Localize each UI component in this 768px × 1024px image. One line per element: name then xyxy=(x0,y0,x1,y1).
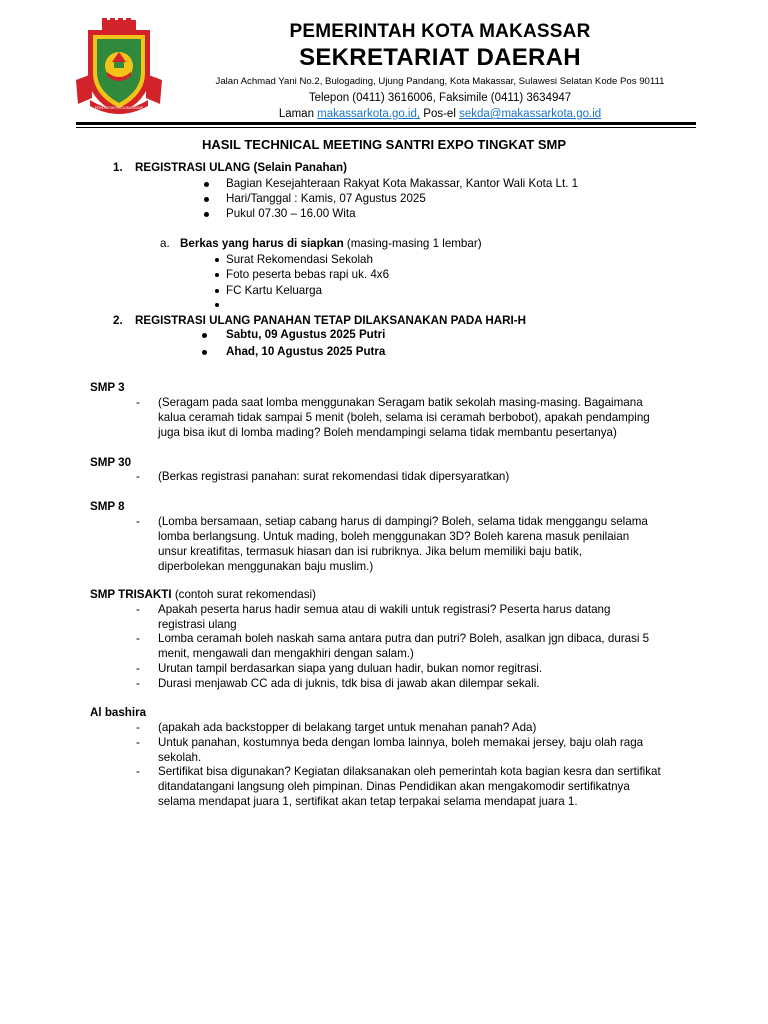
government-name: PEMERINTAH KOTA MAKASSAR xyxy=(289,21,591,42)
trisakti-item-line: Apakah peserta harus hadir semua atau di wakili untuk registrasi? Peserta harus datang xyxy=(158,603,611,616)
albashira-item-line: (apakah ada backstopper di belakang target untuk menahan panah? Ada) xyxy=(158,721,537,734)
bullet-icon xyxy=(215,303,219,307)
dash-marker: - xyxy=(136,677,140,690)
trisakti-item-line: Urutan tampil berdasarkan siapa yang duluan hadir, bukan nomor regitrasi. xyxy=(158,662,543,675)
letterhead-rule-thin xyxy=(76,127,696,128)
smp3-line: kalua ceramah tidak sampai 5 menit (boleh, selama isi ceramah berbobot), apakah pendamping xyxy=(158,411,650,424)
trisakti-note: (contoh surat rekomendasi) xyxy=(171,588,316,601)
albashira-item-line: sekolah. xyxy=(158,751,202,764)
bullet-icon xyxy=(204,212,209,217)
smp3-label: SMP 3 xyxy=(90,381,125,394)
section2-bullet: Ahad, 10 Agustus 2025 Putra xyxy=(226,345,386,358)
dash-marker: - xyxy=(136,632,140,645)
office-web-mail xyxy=(180,106,700,122)
sub-bullet: Foto peserta bebas rapi uk. 4x6 xyxy=(226,268,390,281)
trisakti-label xyxy=(90,587,316,602)
bullet-icon xyxy=(204,182,209,187)
section2-heading: REGISTRASI ULANG PANAHAN TETAP DILAKSANAKAN PADA HARI-H xyxy=(135,314,526,327)
smp8-line: lomba berlangsung. Untuk mading, boleh menggunakan 3D? Boleh karena masuk penilaian xyxy=(158,530,630,543)
smp3-line: (Seragam pada saat lomba menggunakan Seragam batik sekolah masing-masing. Bagaimana xyxy=(158,396,643,409)
section2-number: 2. xyxy=(113,314,123,327)
smp8-line: (Lomba bersamaan, setiap cabang harus di dampingi? Boleh, selama tidak menggangu selama xyxy=(158,515,648,528)
letterhead-rule-thick xyxy=(76,122,696,125)
trisakti-item-line: registrasi ulang xyxy=(158,618,237,631)
svg-text:PEMERINTAH KOTA MAKASSAR: PEMERINTAH KOTA MAKASSAR xyxy=(94,106,144,110)
sub-bullet: FC Kartu Keluarga xyxy=(226,284,323,297)
dash-marker: - xyxy=(136,736,140,749)
albashira-item-line: Untuk panahan, kostumnya beda dengan lomba lainnya, boleh memakai jersey, baju olah raga xyxy=(158,736,644,749)
dash-marker: - xyxy=(136,515,140,528)
email-link[interactable]: sekda@makassarkota.go.id xyxy=(459,108,602,120)
smp8-line: diperbolekan menggunakan baju muslim.) xyxy=(158,560,374,573)
mail-prefix: Pos-el xyxy=(420,108,460,120)
section2-bullet: Sabtu, 09 Agustus 2025 Putri xyxy=(226,328,386,341)
letterhead xyxy=(180,20,700,122)
smp8-line: unsur kreatifitas, termasuk hiasan dan isi rubriknya. Jika belum memiliki baju batik, xyxy=(158,545,582,558)
sub-item-heading xyxy=(180,236,482,251)
albashira-item-line: ditandatangani langsung oleh pimpinan. Dinas Pendidikan akan mengakomodir sertifikatnya xyxy=(158,780,630,793)
smp30-line: (Berkas registrasi panahan: surat rekomendasi tidak dipersyaratkan) xyxy=(158,470,510,483)
office-phone: Telepon (0411) 3616006, Faksimile (0411) 3634947 xyxy=(308,92,572,104)
office-name: SEKRETARIAT DAERAH xyxy=(299,44,581,71)
bullet-icon xyxy=(215,289,219,293)
albashira-item-line: selama mendapat juara 1, sertifikat akan tetap terpakai selama mendapat juara 1. xyxy=(158,795,578,808)
makassar-city-logo xyxy=(74,18,164,118)
bullet-icon xyxy=(215,273,219,277)
bullet-icon xyxy=(202,350,207,355)
dash-marker: - xyxy=(136,470,140,483)
website-link[interactable]: makassarkota.go.id, xyxy=(317,108,421,120)
sub-heading-bold: Berkas yang harus di siapkan xyxy=(180,237,344,250)
section1-bullet: Bagian Kesejahteraan Rakyat Kota Makassar, Kantor Wali Kota Lt. 1 xyxy=(226,177,579,190)
document-title: HASIL TECHNICAL MEETING SANTRI EXPO TINGKAT SMP xyxy=(201,137,567,152)
sub-item-letter: a. xyxy=(160,237,170,250)
trisakti-item-line: Durasi menjawab CC ada di juknis, tdk bisa di jawab akan dilempar sekali. xyxy=(158,677,540,690)
albashira-item-line: Sertifikat bisa digunakan? Kegiatan dilaksanakan oleh pemerintah kota bagian kesra dan sertifikat xyxy=(158,765,661,778)
bullet-icon xyxy=(202,333,207,338)
office-address: Jalan Achmad Yani No.2, Bulogading, Ujung Pandang, Kota Makassar, Sulawesi Selatan Kode Pos 90111 xyxy=(215,76,665,87)
section1-bullet: Pukul 07.30 – 16.00 Wita xyxy=(226,207,356,220)
trisakti-item-line: menit, mengawali dan mengakhiri dengan salam.) xyxy=(158,647,414,660)
trisakti-name: SMP TRISAKTI xyxy=(90,588,172,601)
sub-heading-rest: (masing-masing 1 lembar) xyxy=(343,237,482,250)
smp3-line: juga bisa ikut di lomba mading? Boleh mendampingi selama tidak membantu pesertanya) xyxy=(158,426,617,439)
bullet-icon xyxy=(215,258,219,262)
section1-bullet: Hari/Tanggal : Kamis, 07 Agustus 2025 xyxy=(226,192,426,205)
dash-marker: - xyxy=(136,396,140,409)
dash-marker: - xyxy=(136,603,140,616)
dash-marker: - xyxy=(136,721,140,734)
section1-heading: REGISTRASI ULANG (Selain Panahan) xyxy=(135,161,347,174)
dash-marker: - xyxy=(136,765,140,778)
trisakti-item-line: Lomba ceramah boleh naskah sama antara putra dan putri? Boleh, asalkan jgn dibaca, durasi 5 xyxy=(158,632,650,645)
smp30-label: SMP 30 xyxy=(90,456,132,469)
albashira-label: Al bashira xyxy=(90,706,147,719)
dash-marker: - xyxy=(136,662,140,675)
section1-number: 1. xyxy=(113,161,123,174)
sub-bullet: Surat Rekomendasi Sekolah xyxy=(226,253,373,266)
smp8-label: SMP 8 xyxy=(90,500,125,513)
bullet-icon xyxy=(204,197,209,202)
web-prefix: Laman xyxy=(278,108,318,120)
